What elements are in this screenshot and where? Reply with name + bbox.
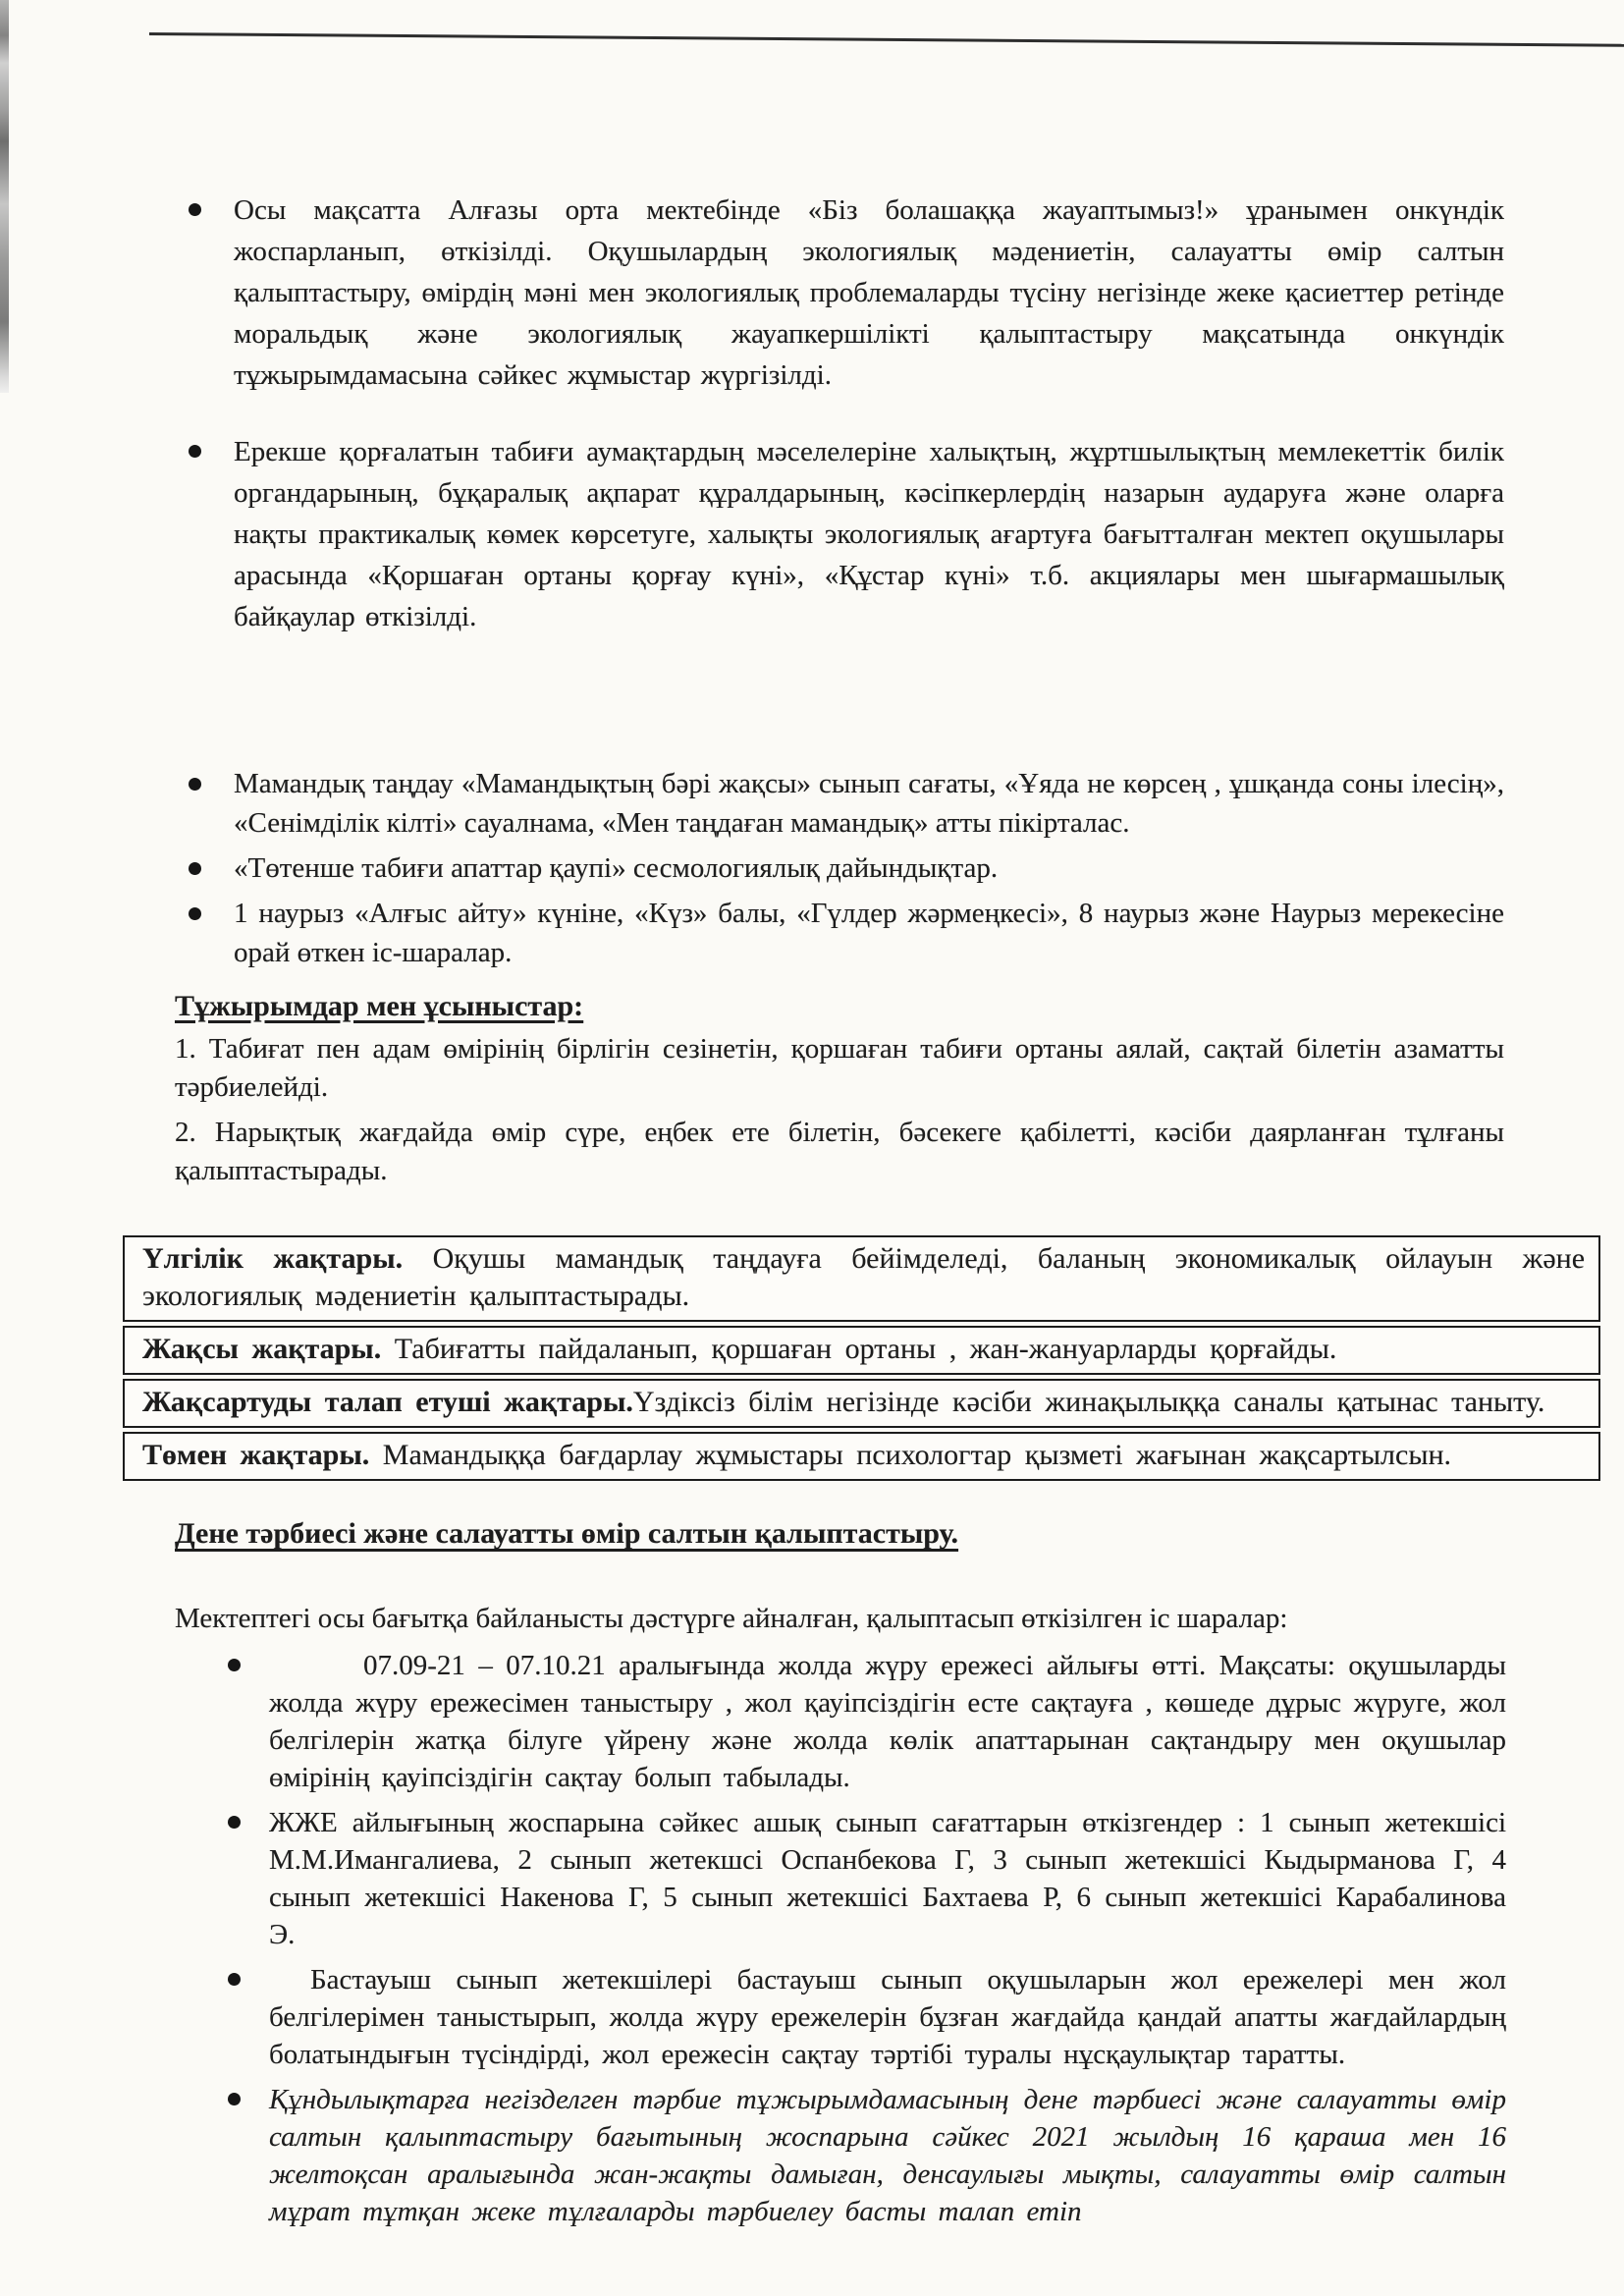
bullet-text: Құндылықтарға негізделген тәрбие тұжырымдамасының дене тәрбиесі және салауатты өмір салтын қалыптастыру бағытының жоспарына сәйкес 2021 жылдың 16 қараша мен 16 желтоқсан аралығында жан-жақты дамыған, денсаулығы мықты, салауатты өмір салтын мұрат тұтқан жеке тұлғаларды тәрбиелеу басты талап етіп [269, 2084, 1506, 2227]
bullet-icon [189, 764, 234, 843]
table-row [123, 1432, 1600, 1481]
table-row [123, 1235, 1600, 1322]
ecology-bullet-list [167, 190, 1504, 637]
list-item [167, 1647, 1506, 1796]
page-top-rule [149, 32, 1624, 47]
list-item [167, 1804, 1506, 1953]
physical-education-intro: Мектептегі осы бағытқа байланысты дәстүрге айналған, қалыптасып өткізілген іс шаралар: [175, 1603, 1288, 1634]
physical-education-section [167, 1517, 1506, 2238]
list-item [167, 764, 1504, 843]
bullet-text: «Төтенше табиғи апаттар қаупі» сесмологиялық дайындықтар. [234, 852, 999, 884]
swot-table [123, 1235, 1600, 1485]
profession-bullet-list [167, 764, 1504, 978]
bullet-icon [189, 894, 234, 972]
conclusion-item: 1. Табиғат пен адам өмірінің бірлігін сезінетін, қоршаған табиғи ортаны аялай, сақтай білетін азаматты тәрбиелейді. [175, 1033, 1504, 1103]
conclusions-section [175, 990, 1504, 1190]
bullet-text: 1 наурыз «Алғыс айту» күніне, «Күз» балы, «Гүлдер жәрмеңкесі», 8 наурыз және Наурыз мерекесіне орай өткен іс-шаралар. [234, 898, 1504, 968]
table-row [123, 1326, 1600, 1375]
list-item [167, 848, 1504, 888]
table-row [123, 1379, 1600, 1428]
conclusion-item: 2. Нарықтық жағдайда өмір сүре, еңбек ете білетін, бәсекеге қабілетті, кәсіби даярланған тұлғаны қалыптастырады. [175, 1117, 1504, 1186]
physical-education-heading: Дене тәрбиесі және салауатты өмір салтын қалыптастыру. [175, 1517, 959, 1550]
conclusions-list [175, 1030, 1504, 1190]
bullet-icon [228, 2081, 269, 2230]
row-label: Төмен жақтары. [142, 1439, 370, 1471]
list-item [167, 894, 1504, 972]
bullet-icon [228, 1647, 269, 1796]
bullet-text: Мамандық таңдау «Мамандықтың бәрі жақсы» сынып сағаты, «Ұяда не көрсең , ұшқанда соны ілесің», «Сенімділік кілті» сауалнама, «Мен таңдаған мамандық» атты пікірталас. [234, 768, 1504, 839]
row-text: Үздіксіз білім негізінде кәсіби жинақылыққа саналы қатынас таныту. [632, 1386, 1545, 1418]
list-item [167, 431, 1504, 637]
row-label: Үлгілік жақтары. [142, 1242, 404, 1275]
bullet-icon [189, 848, 234, 888]
bullet-icon [228, 1804, 269, 1953]
list-item [167, 2081, 1506, 2230]
bullet-text: Бастауыш сынып жетекшілері бастауыш сынып оқушыларын жол ережелері мен жол белгілерімен таныстырып, жолда жүру ережелерін бұзған жағдайда қандай апатты жағдайлардың болатындығын түсіндірді, жол ережесін сақтау тәртібі туралы нұсқаулықтар таратты. [269, 1964, 1506, 2070]
list-item [167, 1961, 1506, 2073]
row-text: Табиғатты пайдаланып, қоршаған ортаны , жан-жануарларды қорғайды. [381, 1333, 1337, 1365]
row-text: Мамандыққа бағдарлау жұмыстары психологтар қызметі жағынан жақсартылсын. [369, 1439, 1452, 1471]
bullet-icon [189, 431, 234, 637]
bullet-icon [189, 190, 234, 396]
physical-education-bullet-list [167, 1647, 1506, 2230]
bullet-text: Ерекше қорғалатын табиғи аумақтардың мәселелеріне халықтың, жұртшылықтың мемлекеттік билік органдарының, бұқаралық ақпарат құралдарының, кәсіпкерлердің назарын аударуға және оларға нақты практикалық көмек көрсетуге, халықты экологиялық ағартуға бағытталған мектеп оқушылары арасында «Қоршаған ортаны қорғау күні», «Құстар күні» т.б. акциялары мен шығармашылық байқаулар өткізілді. [234, 436, 1504, 632]
bullet-text: Осы мақсатта Алғазы орта мектебінде «Біз болашаққа жауаптымыз!» ұранымен онкүндік жоспарланып, өткізілді. Оқушылардың экологиялық мәдениетін, салауатты өмір салтын қалыптастыру, өмірдің мәні мен экологиялық проблемаларды түсіну негізінде жеке қасиеттер ретінде моральдық және экологиялық жауапкершілікті қалыптастыру мақсатында онкүндік тұжырымдамасына сәйкес жұмыстар жүргізілді. [234, 194, 1504, 391]
row-label: Жақсы жақтары. [142, 1333, 382, 1365]
bullet-text: ЖЖЕ айлығының жоспарына сәйкес ашық сынып сағаттарын өткізгендер : 1 сынып жетекшісі М.М.Имангалиева, 2 сынып жетекшсі Оспанбекова Г, 3 сынып жетекшісі Кыдырманова Г, 4 сынып жетекшісі Накенова Г, 5 сынып жетекшісі Бахтаева Р, 6 сынып жетекшісі Карабалинова Э. [269, 1807, 1506, 1950]
scan-artifact-strip [0, 0, 9, 393]
bullet-icon [228, 1961, 269, 2073]
list-item [167, 190, 1504, 396]
conclusions-heading: Тұжырымдар мен ұсыныстар: [175, 990, 584, 1022]
bullet-text: 07.09-21 – 07.10.21 аралығында жолда жүру ережесі айлығы өтті. Мақсаты: оқушыларды жолда жүру ережесімен таныстыру , жол қауіпсіздігін есте сақтауға , көшеде дұрыс жүруге, жол белгілерін жатқа білуге үйрену және жолда көлік апаттарынан сақтандыру мен оқушылар өмірінің қауіпсіздігін сақтау болып табылады. [269, 1650, 1506, 1793]
row-text: Оқушы мамандық таңдауға бейімделеді, баланың экономикалық ойлауын және экологиялық мәдениетін қалыптастырады. [142, 1242, 1586, 1312]
row-label: Жақсартуды талап етуші жақтары. [142, 1386, 633, 1418]
